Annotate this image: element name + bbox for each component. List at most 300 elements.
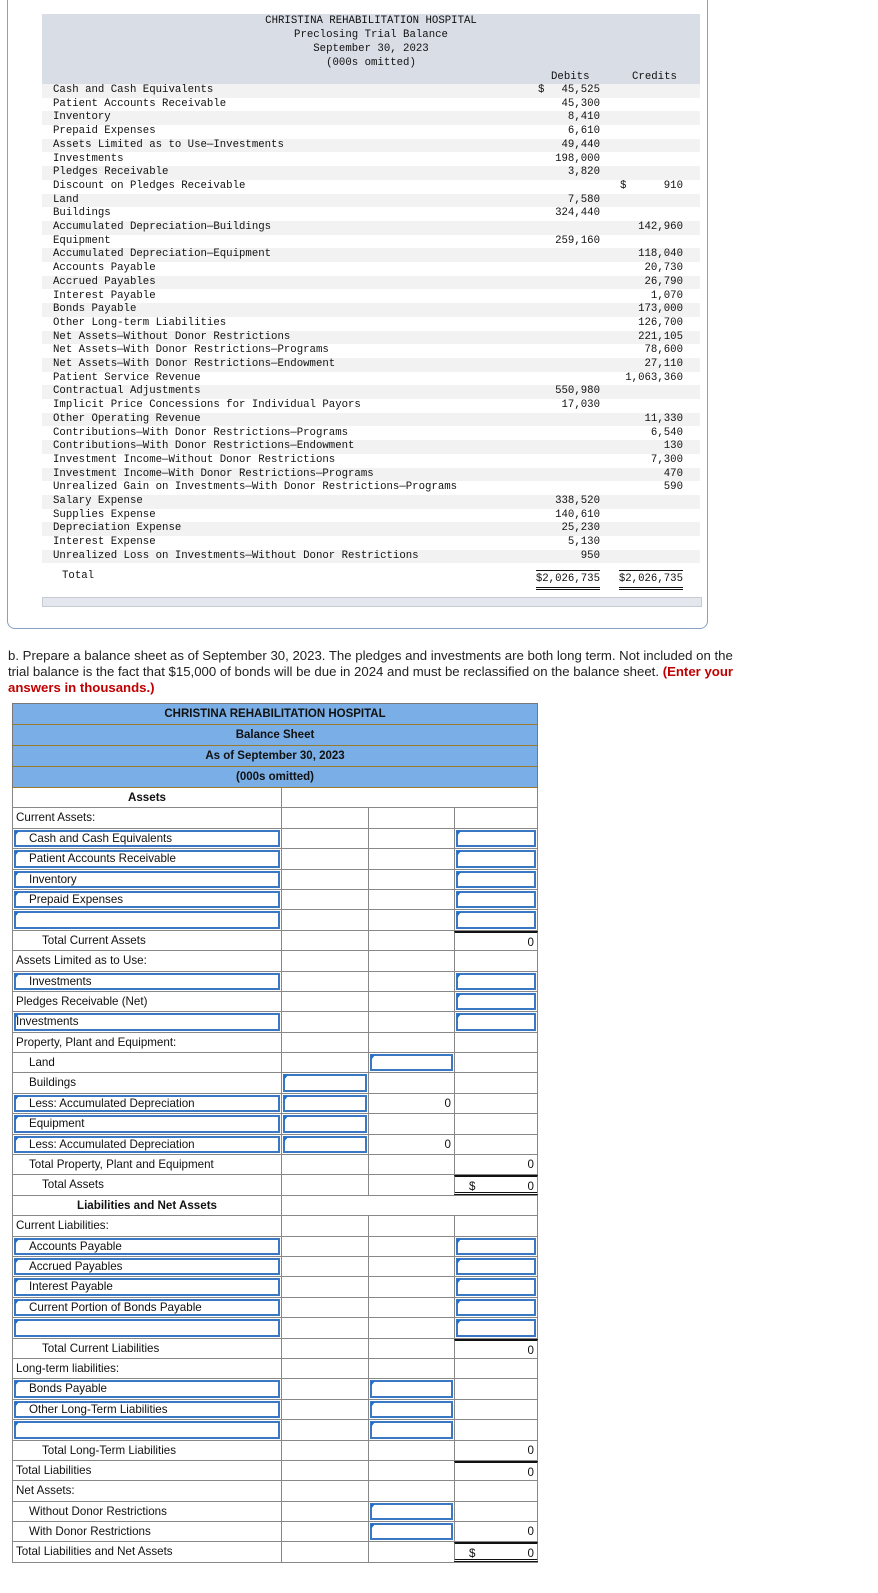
bs-row-label: Less: Accumulated Depreciation: [29, 1137, 195, 1151]
tb-row: [42, 440, 700, 454]
bs-amount-cell: [281, 1216, 368, 1235]
bs-row: [12, 951, 538, 971]
bs-row: [12, 1073, 538, 1093]
bs-title-report: Balance Sheet: [12, 725, 538, 746]
tb-credit-value: 126,700: [638, 316, 683, 329]
amount-input[interactable]: [456, 1238, 536, 1255]
tb-debit-value: 6,610: [567, 125, 600, 138]
tb-title-units: (000s omitted): [326, 57, 416, 69]
bs-amount-cell[interactable]: [454, 890, 538, 909]
bs-row-label: With Donor Restrictions: [29, 1525, 151, 1539]
bs-label-input[interactable]: [12, 829, 281, 848]
bs-row-label: Current Assets:: [16, 811, 96, 825]
bs-amount-cell: [454, 1053, 538, 1072]
bs-amount-cell: [454, 1502, 538, 1521]
bs-amount-cell: [368, 931, 454, 950]
tb-account-label: Investment Income—Without Donor Restrictions: [53, 453, 336, 466]
tb-row: [42, 468, 700, 482]
bs-row: [12, 1502, 538, 1522]
tb-debit-dollar: $: [538, 84, 545, 96]
bs-label: [12, 1033, 281, 1052]
amount-input[interactable]: [456, 993, 536, 1010]
amount-input[interactable]: [283, 1115, 367, 1132]
bs-amount-cell: [281, 972, 368, 991]
tb-debit-value: 950: [580, 549, 600, 562]
bs-amount-cell: [454, 1461, 538, 1480]
tb-account-label: Patient Service Revenue: [53, 371, 201, 384]
instructions: [8, 648, 748, 696]
bs-row: [12, 1155, 538, 1175]
bs-label: [12, 1175, 281, 1194]
tb-row: [42, 98, 700, 112]
tb-account-label: Other Long-term Liabilities: [53, 316, 227, 329]
tb-row: [42, 331, 700, 345]
label-input-box[interactable]: [14, 1319, 280, 1336]
tb-credit-value: 78,600: [644, 344, 683, 357]
bs-amount-cell: [368, 1073, 454, 1092]
bs-amount-cell[interactable]: [454, 870, 538, 889]
bs-amount-cell: [368, 870, 454, 889]
bs-amount-cell: [281, 1542, 368, 1561]
bs-amount-cell: [368, 1298, 454, 1317]
bs-amount-cell: [368, 1135, 454, 1154]
bs-label: [12, 808, 281, 827]
tb-debit-value: 7,580: [567, 193, 600, 206]
bs-amount-cell[interactable]: [454, 1012, 538, 1031]
bs-amount-cell[interactable]: [454, 849, 538, 868]
bs-title-date: As of September 30, 2023: [12, 746, 538, 767]
amount-input[interactable]: [370, 1380, 453, 1397]
bs-amount-cell: [454, 1481, 538, 1500]
bs-row: [12, 1481, 538, 1501]
bs-amount-cell: [454, 1420, 538, 1439]
tb-row: [42, 235, 700, 249]
bs-amount-cell[interactable]: [454, 972, 538, 991]
bs-label-input[interactable]: [12, 1379, 281, 1398]
bs-amount-cell[interactable]: [281, 1094, 368, 1113]
tb-row: [42, 221, 700, 235]
bs-row-label: Accrued Payables: [29, 1259, 123, 1273]
bs-amount-cell: [368, 910, 454, 929]
bs-row: [12, 1359, 538, 1379]
tb-row: [42, 180, 700, 194]
tb-account-label: Discount on Pledges Receivable: [53, 179, 246, 192]
bs-row: [12, 1012, 538, 1032]
tb-account-label: Salary Expense: [53, 495, 143, 507]
bs-amount-cell: [281, 1420, 368, 1439]
bs-label: [12, 1522, 281, 1541]
bs-amount-cell: [281, 951, 368, 970]
bs-amount-cell: [281, 1012, 368, 1031]
bs-amount-cell[interactable]: [368, 1522, 454, 1541]
bs-label: [12, 992, 281, 1011]
bs-row: [12, 1237, 538, 1257]
bs-row-label: Property, Plant and Equipment:: [16, 1035, 177, 1049]
bs-amount-value: 0: [527, 1443, 534, 1457]
bs-label-input[interactable]: [12, 1257, 281, 1276]
bs-label: [12, 1359, 281, 1378]
bs-amount-cell[interactable]: [454, 1298, 538, 1317]
tb-row: [42, 125, 700, 139]
tb-debit-value: 259,160: [555, 234, 600, 247]
bs-row: [12, 1298, 538, 1318]
tb-account-label: Interest Expense: [53, 536, 156, 549]
tb-total-label: Total: [62, 570, 95, 582]
bs-label: [12, 1502, 281, 1521]
bs-amount-cell: [368, 1237, 454, 1256]
bs-label: [12, 931, 281, 950]
bs-row-label: Accounts Payable: [29, 1239, 122, 1253]
tb-credit-value: 26,790: [644, 275, 683, 288]
tb-debit-value: 8,410: [567, 111, 600, 124]
bs-amount-cell: [454, 931, 538, 950]
tb-debit-value: 45,525: [561, 84, 600, 96]
tb-account-label: Net Assets—With Donor Restrictions—Endowment: [53, 358, 336, 370]
bs-amount-cell: [368, 1318, 454, 1337]
amount-input[interactable]: [456, 1319, 536, 1336]
bs-amount-cell[interactable]: [454, 829, 538, 848]
bs-row: [12, 1461, 538, 1481]
tb-debit-value: 3,820: [567, 166, 600, 179]
bs-label-input[interactable]: [12, 890, 281, 909]
bs-amount-value: 0: [527, 1180, 534, 1194]
bs-amount-cell: [368, 1175, 454, 1194]
tb-account-label: Buildings: [53, 207, 111, 220]
tb-account-label: Contributions—With Donor Restrictions—Endowment: [53, 440, 355, 453]
tb-account-label: Depreciation Expense: [53, 522, 182, 535]
tb-credit-value: 6,540: [650, 426, 683, 439]
bs-amount-cell: [368, 1461, 454, 1480]
tb-account-label: Accumulated Depreciation—Buildings: [53, 221, 272, 233]
bs-amount-cell: [368, 1481, 454, 1500]
bs-amount-cell: [368, 1542, 454, 1561]
bs-row-label: Assets Limited as to Use:: [16, 954, 147, 968]
bs-row-label: Pledges Receivable (Net): [16, 994, 148, 1008]
amount-input[interactable]: [456, 871, 536, 888]
bs-label-input[interactable]: [12, 870, 281, 889]
tb-row: [42, 276, 700, 290]
bs-amount-value: 0: [444, 1096, 451, 1110]
balance-sheet: [12, 703, 538, 1563]
bs-amount-cell[interactable]: [454, 1277, 538, 1296]
amount-input[interactable]: [456, 891, 536, 908]
bs-amount-cell[interactable]: [454, 992, 538, 1011]
bs-label-input[interactable]: [12, 1114, 281, 1133]
bs-amount-cell[interactable]: [281, 1135, 368, 1154]
bs-amount-value: 0: [527, 935, 534, 949]
amount-input[interactable]: [456, 1299, 536, 1316]
bs-header-blank: [281, 788, 538, 807]
bs-label-input[interactable]: [12, 1318, 281, 1337]
bs-amount-cell[interactable]: [454, 1237, 538, 1256]
bs-label-input[interactable]: [12, 1400, 281, 1419]
bs-label: [12, 1339, 281, 1358]
bs-amount-cell: [281, 1277, 368, 1296]
bs-section-label: Assets: [127, 791, 167, 804]
bs-amount-cell: [454, 1175, 538, 1194]
bs-amount-cell: [368, 849, 454, 868]
amount-input[interactable]: [370, 1503, 453, 1520]
bs-row-label: Long-term liabilities:: [16, 1361, 120, 1375]
bs-row-label: Total Current Liabilities: [42, 1341, 160, 1355]
bs-amount-cell: [368, 1094, 454, 1113]
bs-amount-cell: [281, 890, 368, 909]
bs-amount-cell: [281, 1339, 368, 1358]
bs-row: [12, 1379, 538, 1399]
tb-account-label: Accumulated Depreciation—Equipment: [53, 248, 272, 261]
tb-account-label: Implicit Price Concessions for Individual Payors: [53, 399, 361, 412]
bs-amount-cell[interactable]: [368, 1379, 454, 1398]
amount-input[interactable]: [370, 1523, 453, 1540]
tb-debit-value: 17,030: [561, 399, 600, 412]
bs-amount-cell: [454, 1359, 538, 1378]
bs-row-label: Total Assets: [42, 1178, 104, 1192]
bs-amount-cell: [454, 1441, 538, 1460]
bs-amount-cell: [368, 829, 454, 848]
bs-amount-cell: [454, 1216, 538, 1235]
bs-amount-value: 0: [527, 1525, 534, 1539]
tb-row: [42, 262, 700, 276]
bs-label-input[interactable]: [12, 910, 281, 929]
tb-account-label: Bonds Payable: [53, 303, 137, 316]
tb-row: [42, 481, 700, 495]
bs-amount-cell: [368, 1277, 454, 1296]
bs-label-input[interactable]: [12, 1012, 281, 1031]
bs-amount-cell[interactable]: [454, 1257, 538, 1276]
amount-input[interactable]: [370, 1401, 453, 1418]
bs-row-label: Inventory: [29, 872, 77, 886]
bs-label-input[interactable]: [12, 1135, 281, 1154]
amount-input[interactable]: [456, 830, 536, 847]
bs-row: [12, 910, 538, 930]
label-input-box[interactable]: [14, 1421, 280, 1438]
bs-amount-cell[interactable]: [368, 1502, 454, 1521]
tb-account-label: Supplies Expense: [53, 508, 156, 521]
tb-account-label: Contractual Adjustments: [53, 385, 201, 398]
bs-amount-cell[interactable]: [454, 1318, 538, 1337]
bs-amount-cell[interactable]: [454, 910, 538, 929]
bs-amount-cell: [281, 910, 368, 929]
bs-label: [12, 1216, 281, 1235]
tb-credit-value: 590: [663, 481, 683, 494]
tb-row: [42, 84, 700, 98]
bs-row-label: Interest Payable: [29, 1280, 113, 1294]
tb-total-row: [42, 570, 700, 584]
tb-row: [42, 522, 700, 536]
tb-row: [42, 427, 700, 441]
bs-amount-cell: [454, 1379, 538, 1398]
bs-row-label: Prepaid Expenses: [29, 892, 124, 906]
amount-input[interactable]: [283, 1136, 367, 1153]
bs-label-input[interactable]: [12, 1298, 281, 1317]
bs-row-label: Investments: [29, 974, 92, 988]
tb-row: [42, 413, 700, 427]
tb-credit-value: 1,070: [650, 289, 683, 302]
amount-input[interactable]: [456, 1013, 536, 1030]
bs-amount-cell: [368, 1359, 454, 1378]
bs-amount-cell[interactable]: [368, 1053, 454, 1072]
tb-credit-value: 20,730: [644, 262, 683, 275]
tb-row: [42, 385, 700, 399]
dollar-sign: $: [469, 1180, 476, 1194]
bs-amount-value: 0: [527, 1343, 534, 1357]
tb-debit-value: 45,300: [561, 97, 600, 110]
bs-amount-cell: [368, 1216, 454, 1235]
tb-account-label: Prepaid Expenses: [53, 125, 156, 138]
bs-amount-cell: [454, 1400, 538, 1419]
bs-row: [12, 1542, 538, 1562]
bs-label-input[interactable]: [12, 1277, 281, 1296]
bs-row: [12, 1033, 538, 1053]
bs-row: [12, 1522, 538, 1542]
bs-row-label: Other Long-Term Liabilities: [29, 1402, 168, 1416]
bs-row-label: Total Liabilities and Net Assets: [16, 1545, 173, 1559]
bs-amount-cell: [454, 1155, 538, 1174]
bs-amount-cell: [281, 1237, 368, 1256]
bs-amount-cell[interactable]: [281, 1073, 368, 1092]
tb-account-label: Investments: [53, 152, 124, 165]
bs-row: [12, 1094, 538, 1114]
amount-input[interactable]: [456, 1278, 536, 1295]
bs-amount-cell[interactable]: [281, 1114, 368, 1133]
tb-total-debit: $2,026,735: [536, 570, 600, 590]
dollar-sign: $: [469, 1547, 476, 1561]
bs-label-input[interactable]: [12, 1094, 281, 1113]
bs-amount-cell: [281, 1522, 368, 1541]
bs-amount-cell: [454, 1033, 538, 1052]
bs-amount-cell: [281, 931, 368, 950]
bs-label-input[interactable]: [12, 972, 281, 991]
bs-row: [12, 870, 538, 890]
bs-label: [12, 1053, 281, 1072]
bs-section-label: Liabilities and Net Assets: [76, 1198, 218, 1212]
bs-amount-cell: [368, 1441, 454, 1460]
bs-label-input[interactable]: [12, 1420, 281, 1439]
tb-account-label: Equipment: [53, 234, 111, 247]
bs-amount-cell: [454, 1114, 538, 1133]
bs-header-blank: [281, 1196, 538, 1215]
tb-row: [42, 303, 700, 317]
amount-input[interactable]: [370, 1421, 453, 1438]
bs-label-input[interactable]: [12, 1237, 281, 1256]
bs-label-input[interactable]: [12, 849, 281, 868]
bs-amount-cell: [454, 951, 538, 970]
tb-total-credit: $2,026,735: [619, 570, 683, 590]
bs-row: [12, 972, 538, 992]
bs-amount-cell: [281, 829, 368, 848]
bs-amount-cell[interactable]: [368, 1420, 454, 1439]
bs-amount-cell: [281, 992, 368, 1011]
tb-account-label: Cash and Cash Equivalents: [53, 84, 214, 96]
tb-row: [42, 207, 700, 221]
label-input-box[interactable]: [14, 911, 280, 928]
balance-sheet-rows: [12, 788, 538, 1563]
bs-amount-cell: [281, 1175, 368, 1194]
bs-row: [12, 1196, 538, 1216]
tb-debit-value: 5,130: [567, 536, 600, 549]
tb-credit-value: 173,000: [638, 303, 683, 316]
bs-amount-cell: [368, 1012, 454, 1031]
bs-amount-cell: [368, 890, 454, 909]
tb-account-label: Contributions—With Donor Restrictions—Programs: [53, 426, 349, 439]
debits-header: Debits: [551, 71, 590, 83]
tb-credit-value: 910: [663, 179, 683, 192]
bs-row: [12, 829, 538, 849]
bs-row: [12, 1175, 538, 1195]
tb-credit-value: 142,960: [638, 221, 683, 233]
bs-title-hospital: CHRISTINA REHABILITATION HOSPITAL: [12, 703, 538, 725]
tb-debit-value: 198,000: [555, 152, 600, 165]
bs-amount-cell: [281, 870, 368, 889]
bs-amount-value: 0: [444, 1137, 451, 1151]
amount-input[interactable]: [456, 850, 536, 867]
bs-row: [12, 1420, 538, 1440]
amount-input[interactable]: [456, 973, 536, 990]
tb-row: [42, 495, 700, 509]
bs-label: [12, 1481, 281, 1500]
amount-input[interactable]: [283, 1095, 367, 1112]
bs-amount-cell: [281, 1502, 368, 1521]
bs-amount-cell: [281, 1461, 368, 1480]
bs-label: [12, 1155, 281, 1174]
amount-input[interactable]: [456, 911, 536, 928]
bs-amount-cell: [368, 951, 454, 970]
bs-amount-cell: [454, 1135, 538, 1154]
bs-amount-cell[interactable]: [368, 1400, 454, 1419]
tb-account-label: Inventory: [53, 111, 111, 124]
amount-input[interactable]: [370, 1054, 453, 1071]
bs-row-label: Patient Accounts Receivable: [29, 852, 176, 866]
tb-account-label: Interest Payable: [53, 289, 156, 302]
tb-account-label: Accrued Payables: [53, 275, 156, 288]
bs-label: [12, 951, 281, 970]
tb-row: [42, 153, 700, 167]
bs-amount-cell: [454, 1522, 538, 1541]
bs-row-label: Total Current Assets: [42, 933, 146, 947]
instructions-emphasis: (Enter your answers in thousands.): [8, 664, 734, 695]
bs-row: [12, 849, 538, 869]
bs-amount-cell: [281, 1400, 368, 1419]
bs-row-label: Net Assets:: [16, 1484, 75, 1498]
tb-debit-value: 324,440: [555, 207, 600, 220]
tb-row: [42, 194, 700, 208]
bs-amount-cell: [281, 1359, 368, 1378]
tb-credit-value: 130: [663, 440, 683, 453]
horizontal-scrollbar[interactable]: [42, 597, 702, 607]
bs-row-label: Buildings: [29, 1076, 77, 1090]
tb-row: [42, 509, 700, 523]
bs-row-label: Without Donor Restrictions: [29, 1504, 167, 1518]
bs-row-label: Total Property, Plant and Equipment: [29, 1158, 214, 1172]
tb-row: [42, 139, 700, 153]
bs-row-label: Investments: [16, 1015, 79, 1029]
bs-section-header: [12, 1196, 281, 1215]
instructions-text: b. Prepare a balance sheet as of September 30, 2023. The pledges and investments are both long term. Not included on the trial balance is the fact that $15,000 of bonds will be due in 2024 and must be reclassified on the balance sheet.: [8, 648, 733, 679]
bs-row: [12, 1135, 538, 1155]
amount-input[interactable]: [283, 1074, 367, 1091]
bs-row-label: Total Long-Term Liabilities: [42, 1443, 177, 1457]
tb-row: [42, 536, 700, 550]
bs-amount-cell: [281, 1257, 368, 1276]
bs-row: [12, 788, 538, 808]
tb-debit-value: 49,440: [561, 138, 600, 151]
tb-credit-value: 221,105: [638, 330, 683, 343]
amount-input[interactable]: [456, 1258, 536, 1275]
bs-amount-value: 0: [527, 1465, 534, 1479]
bs-amount-value: 0: [527, 1158, 534, 1172]
tb-title-report: Preclosing Trial Balance: [294, 29, 448, 41]
tb-account-label: Net Assets—Without Donor Restrictions: [53, 330, 291, 343]
